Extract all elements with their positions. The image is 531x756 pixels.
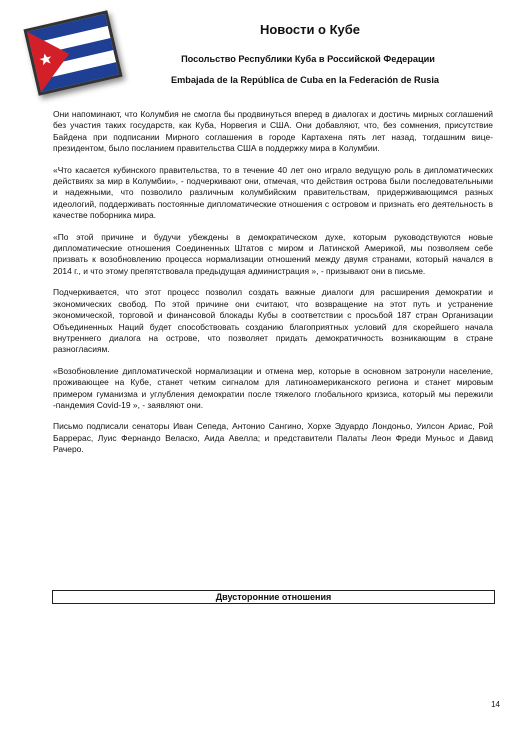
page-number: 14 — [491, 700, 500, 709]
page-title: Новости о Кубе — [259, 22, 361, 37]
paragraph: Письмо подписали сенаторы Иван Сепеда, Антонио Сангино, Хорхе Эдуардо Лондоньо, Уилсон Ариас, Рой Баррерас, Луис Фернандо Веласко, Аида Авелла; и представители Палаты Леон Фреди Муньос и Давид Рачеро. — [53, 421, 493, 455]
paragraph: «По этой причине и будучи убеждены в демократическом духе, которым руководствуются новые дипломатические отношения Соединенных Штатов с миром и Латинской Америкой, мы позволяем себе призвать к возобновлению процесса нормализации отношений между двумя странами, который начался в 2014 г., и что этому препятствовала предыдущая администрация », - призывают они в письме. — [53, 231, 493, 276]
embassy-name-es: Embajada de la República de Cuba en la Federación de Rusia — [170, 75, 440, 85]
paragraph: «Возобновление дипломатической нормализации и отмена мер, которые в основном затронули население, проживающее на Кубе, станет четким сигналом для латиноамериканского региона и станет мировым примером гуманизма и углубления демократии после тяжелого глобального кризиса, который мы пережили -пандемия Covid-19 », - заявляют они. — [53, 365, 493, 410]
embassy-name-ru: Посольство Республики Куба в Российской Федерации — [181, 54, 435, 64]
section-heading: Двусторонние отношения — [52, 590, 495, 604]
document-header — [0, 0, 531, 108]
paragraph: «Что касается кубинского правительства, то в течение 40 лет оно играло ведущую роль в дипломатических действиях за мир в Колумбии», - подчеркивают они, отмечая, что действия острова были последовательными и надежными, что позволило различным колумбийским правительствам, придерживающимся разных идеологий, поддерживать постоянные дипломатические отношения с островом и признать его деятельность в качестве поборника мира. — [53, 164, 493, 221]
paragraph: Они напоминают, что Колумбия не смогла бы продвинуться вперед в диалогах и достичь мирных соглашений без участия таких государств, как Куба, Норвегия и США. Они добавляют, что, без сомнения, присутствие Байдена при подписании Мирного соглашения в городе Картахена пять лет назад, тогдашним вице-президентом, было посланием правительства США в поддержку мира в Колумбии. — [53, 109, 493, 154]
paragraph: Подчеркивается, что этот процесс позволил создать важные диалоги для расширения демократии и экономических свобод. По этой причине они считают, что возвращение на этот путь и устранение экономической, торговой и финансовой блокады Кубы в соответствии с просьбой 187 стран Организации Объединенных Наций будет способствовать созданию благоприятных условий для скорейшего начала внутреннего диалога на острове, что позволяет придать демократичность возникающим в стране разногласиям. — [53, 287, 493, 355]
article-body — [53, 109, 493, 466]
